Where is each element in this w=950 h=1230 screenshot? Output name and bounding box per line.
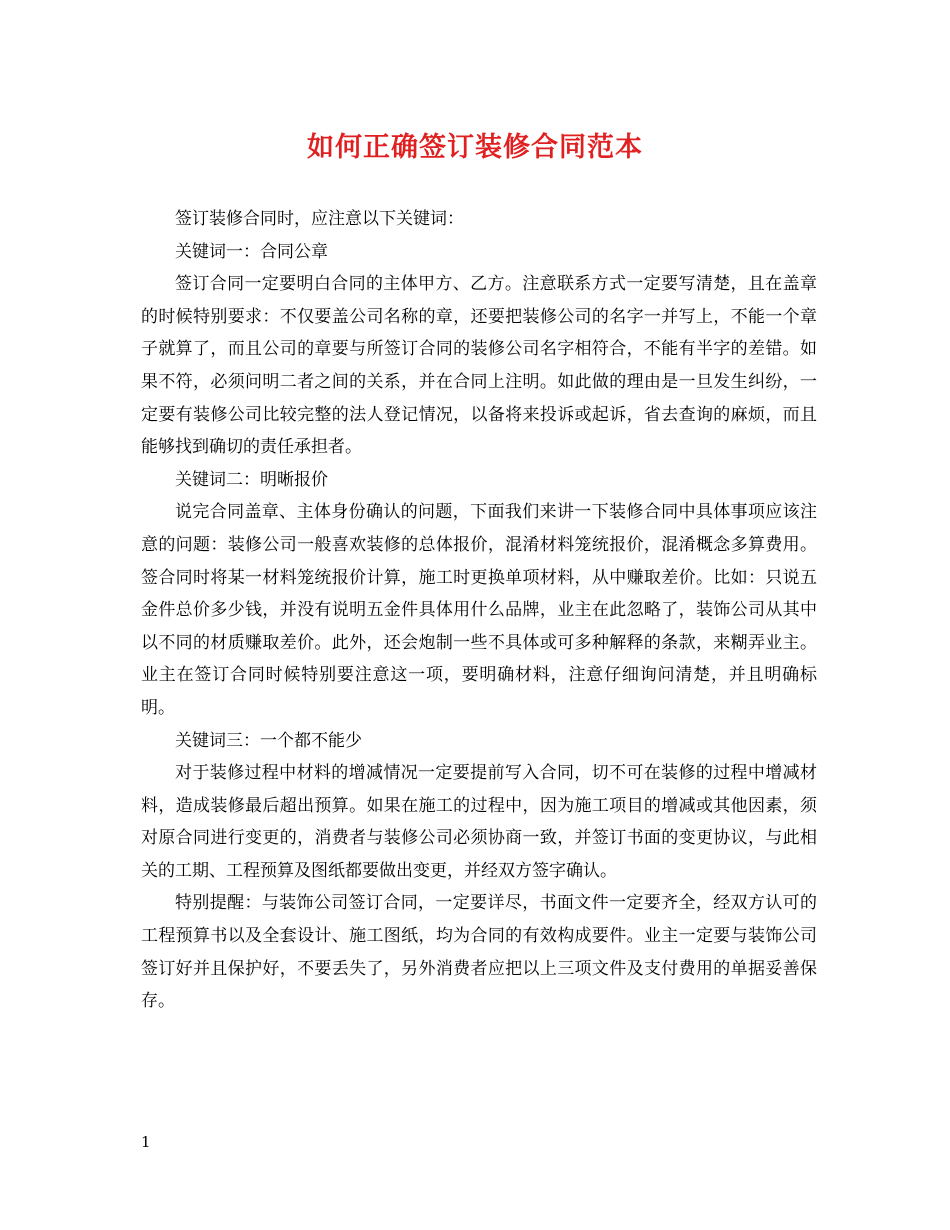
- paragraph-intro: 签订装修合同时，应注意以下关键词：: [175, 209, 464, 229]
- paragraph-keyword-3: 对于装修过程中材料的增减情况一定要提前写入合同，切不可在装修的过程中增减材料，造成装修最后超出预算。如果在施工的过程中，因为施工项目的增减或其他因素，须对原合同进行变更的，消费者与装修公司必须协商一致，并签订书面的变更协议，与此相关的工期、工程预算及图纸都要做出变更，并经双方签字确认。: [141, 763, 817, 881]
- keyword-heading-1: 关键词一：合同公章: [175, 241, 328, 262]
- paragraph-special-reminder: 特别提醒：与装饰公司签订合同，一定要详尽，书面文件一定要齐全，经双方认可的工程预算书以及全套设计、施工图纸，均为合同的有效构成要件。业主一定要与装饰公司签订好并且保护好，不要丢失了，另外消费者应把以上三项文件及支付费用的单据妥善保存。: [141, 893, 817, 1012]
- keyword-heading-3: 关键词三：一个都不能少: [175, 730, 362, 751]
- paragraph-keyword-2: 说完合同盖章、主体身份确认的问题，下面我们来讲一下装修合同中具体事项应该注意的问题：装修公司一般喜欢装修的总体报价，混淆材料笼统报价，混淆概念多算费用。签合同时将某一材料笼统报价计算，施工时更换单项材料，从中赚取差价。比如：只说五金件总价多少钱，并没有说明五金件具体用什么品牌，业主在此忽略了，装饰公司从其中以不同的材质赚取差价。此外，还会炮制一些不具体或可多种解释的条款，来糊弄业主。业主在签订合同时候特别要注意这一项，要明确材料，注意仔细询问清楚，并且明确标明。: [141, 502, 817, 718]
- page-number: 1: [141, 1133, 151, 1151]
- paragraph-keyword-1: 签订合同一定要明白合同的主体甲方、乙方。注意联系方式一定要写清楚，且在盖章的时候特别要求：不仅要盖公司名称的章，还要把装修公司的名字一并写上，不能一个章子就算了，而且公司的章要与所签订合同的装修公司名字相符合，不能有半字的差错。如果不符，必须问明二者之间的关系，并在合同上注明。如此做的理由是一旦发生纠纷，一定要有装修公司比较完整的法人登记情况，以备将来投诉或起诉，省去查询的麻烦，而且能够找到确切的责任承担者。: [141, 274, 817, 458]
- document-title: 如何正确签订装修合同范本: [307, 132, 643, 163]
- document-body: [141, 203, 817, 1018]
- keyword-heading-2: 关键词二：明晰报价: [175, 469, 328, 490]
